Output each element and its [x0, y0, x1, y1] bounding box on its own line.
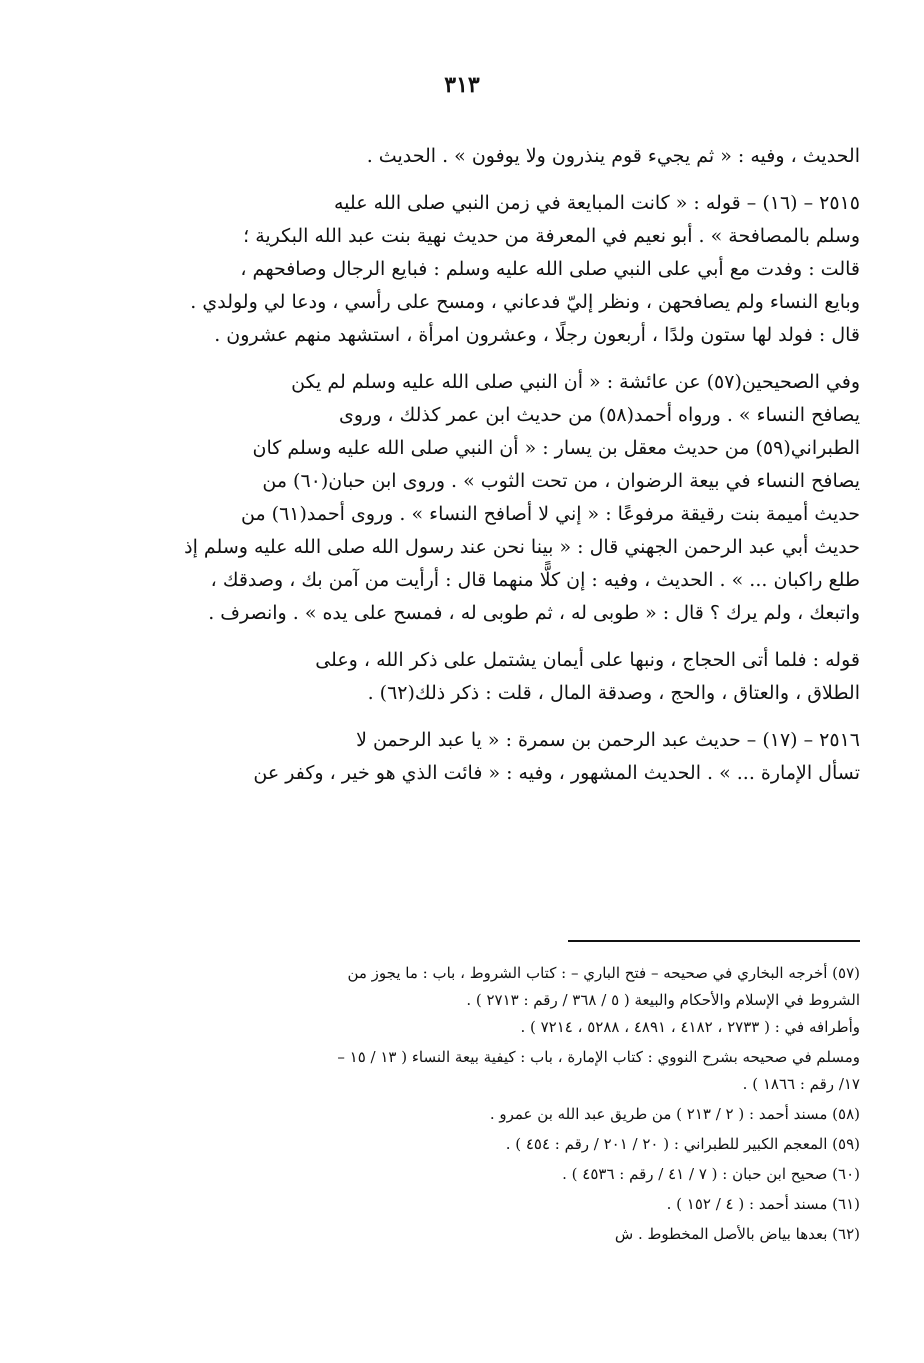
- text-line: طلع راكبان ... » . الحديث ، وفيه : إن كلًّا منهما قال : أرأيت من آمن بك ، وصدقك ،: [210, 569, 860, 591]
- footnote-line: (٥٧) أخرجه البخاري في صحيحه – فتح الباري – : كتاب الشروط ، باب : ما يجوز من: [347, 964, 860, 982]
- footnote-line: ١٧/ رقم : ١٨٦٦ ) .: [742, 1075, 860, 1093]
- footnote-58: [104, 1101, 860, 1128]
- paragraph-2516: [104, 724, 860, 790]
- text-line: وفي الصحيحين(٥٧) عن عائشة : « أن النبي صلى الله عليه وسلم لم يكن: [291, 371, 860, 393]
- footnote-line: ومسلم في صحيحه بشرح النووي : كتاب الإمارة ، باب : كيفية بيعة النساء ( ١٣ / ١٥ –: [337, 1048, 860, 1066]
- footnotes: [104, 960, 860, 1251]
- text-line: حديث أميمة بنت رقيقة مرفوعًا : « إني لا أصافح النساء » . وروى أحمد(٦١) من: [241, 503, 860, 525]
- text-line: ٢٥١٥ – (١٦) – قوله : « كانت المبايعة في زمن النبي صلى الله عليه: [334, 192, 860, 214]
- paragraph-hadith-end: [104, 140, 860, 173]
- text-line: حديث أبي عبد الرحمن الجهني قال : « بينا نحن عند رسول الله صلى الله عليه وسلم إذ: [184, 536, 860, 558]
- text-line: واتبعك ، ولم يرك ؟ قال : « طوبى له ، ثم طوبى له ، فمسح على يده » . وانصرف .: [208, 602, 860, 624]
- footnote-59: [104, 1131, 860, 1158]
- text-line: تسأل الإمارة ... » . الحديث المشهور ، وفيه : « فائت الذي هو خير ، وكفر عن: [253, 762, 860, 784]
- text-line: يصافح النساء » . ورواه أحمد(٥٨) من حديث ابن عمر كذلك ، وروى: [339, 404, 860, 426]
- text-line: يصافح النساء في بيعة الرضوان ، من تحت الثوب » . وروى ابن حبان(٦٠) من: [262, 470, 860, 492]
- footnote-60: [104, 1161, 860, 1188]
- text-line: الحديث ، وفيه : « ثم يجيء قوم ينذرون ولا يوفون » . الحديث .: [366, 145, 860, 167]
- text-line: قال : فولد لها ستون ولدًا ، أربعون رجلًا ، وعشرون امرأة ، استشهد منهم عشرون .: [214, 324, 860, 346]
- text-line: ٢٥١٦ – (١٧) – حديث عبد الرحمن بن سمرة : « يا عبد الرحمن لا: [356, 729, 860, 751]
- text-line: قوله : فلما أتى الحجاج ، ونبها على أيمان يشتمل على ذكر الله ، وعلى: [315, 649, 860, 671]
- footnote-line: الشروط في الإسلام والأحكام والبيعة ( ٥ / ٣٦٨ / رقم : ٢٧١٣ ) .: [466, 991, 860, 1009]
- paragraph-2515: [104, 187, 860, 352]
- footnote-line: (٦١) مسند أحمد : ( ٤ / ١٥٢ ) .: [666, 1195, 860, 1213]
- footnote-line: وأطرافه في : ( ٢٧٣٣ ، ٤١٨٢ ، ٤٨٩١ ، ٥٢٨٨ ، ٧٢١٤ ) .: [520, 1018, 860, 1036]
- paragraph-sahihayn: [104, 366, 860, 630]
- text-line: الطلاق ، والعتاق ، والحج ، وصدقة المال ، قلت : ذكر ذلك(٦٢) .: [367, 682, 860, 704]
- paragraph-hajjaj: [104, 644, 860, 710]
- footnote-line: (٥٩) المعجم الكبير للطبراني : ( ٢٠ / ٢٠١ / رقم : ٤٥٤ ) .: [505, 1135, 860, 1153]
- footnote-57: [104, 960, 860, 1041]
- text-line: قالت : وفدت مع أبي على النبي صلى الله عليه وسلم : فبايع الرجال وصافحهم ،: [240, 258, 860, 280]
- page-number: ٣١٣: [444, 72, 480, 98]
- footnote-line: (٦٢) بعدها بياض بالأصل المخطوط . ش: [614, 1225, 860, 1243]
- text-line: وسلم بالمصافحة » . أبو نعيم في المعرفة من حديث نهية بنت عبد الله البكرية ؛: [243, 225, 860, 247]
- footnote-line: (٦٠) صحيح ابن حبان : ( ٧ / ٤١ / رقم : ٤٥٣٦ ) .: [562, 1165, 860, 1183]
- footnote-line: (٥٨) مسند أحمد : ( ٢ / ٢١٣ ) من طريق عبد الله بن عمرو .: [489, 1105, 860, 1123]
- footnote-62: [104, 1221, 860, 1248]
- footnote-separator: [568, 940, 860, 942]
- main-text: [104, 140, 860, 804]
- footnote-57-muslim: [104, 1044, 860, 1098]
- text-line: الطبراني(٥٩) من حديث معقل بن يسار : « أن النبي صلى الله عليه وسلم كان: [252, 437, 860, 459]
- text-line: وبايع النساء ولم يصافحهن ، ونظر إليّ فدعاني ، ومسح على رأسي ، ودعا لي ولولدي .: [190, 291, 860, 313]
- footnote-61: [104, 1191, 860, 1218]
